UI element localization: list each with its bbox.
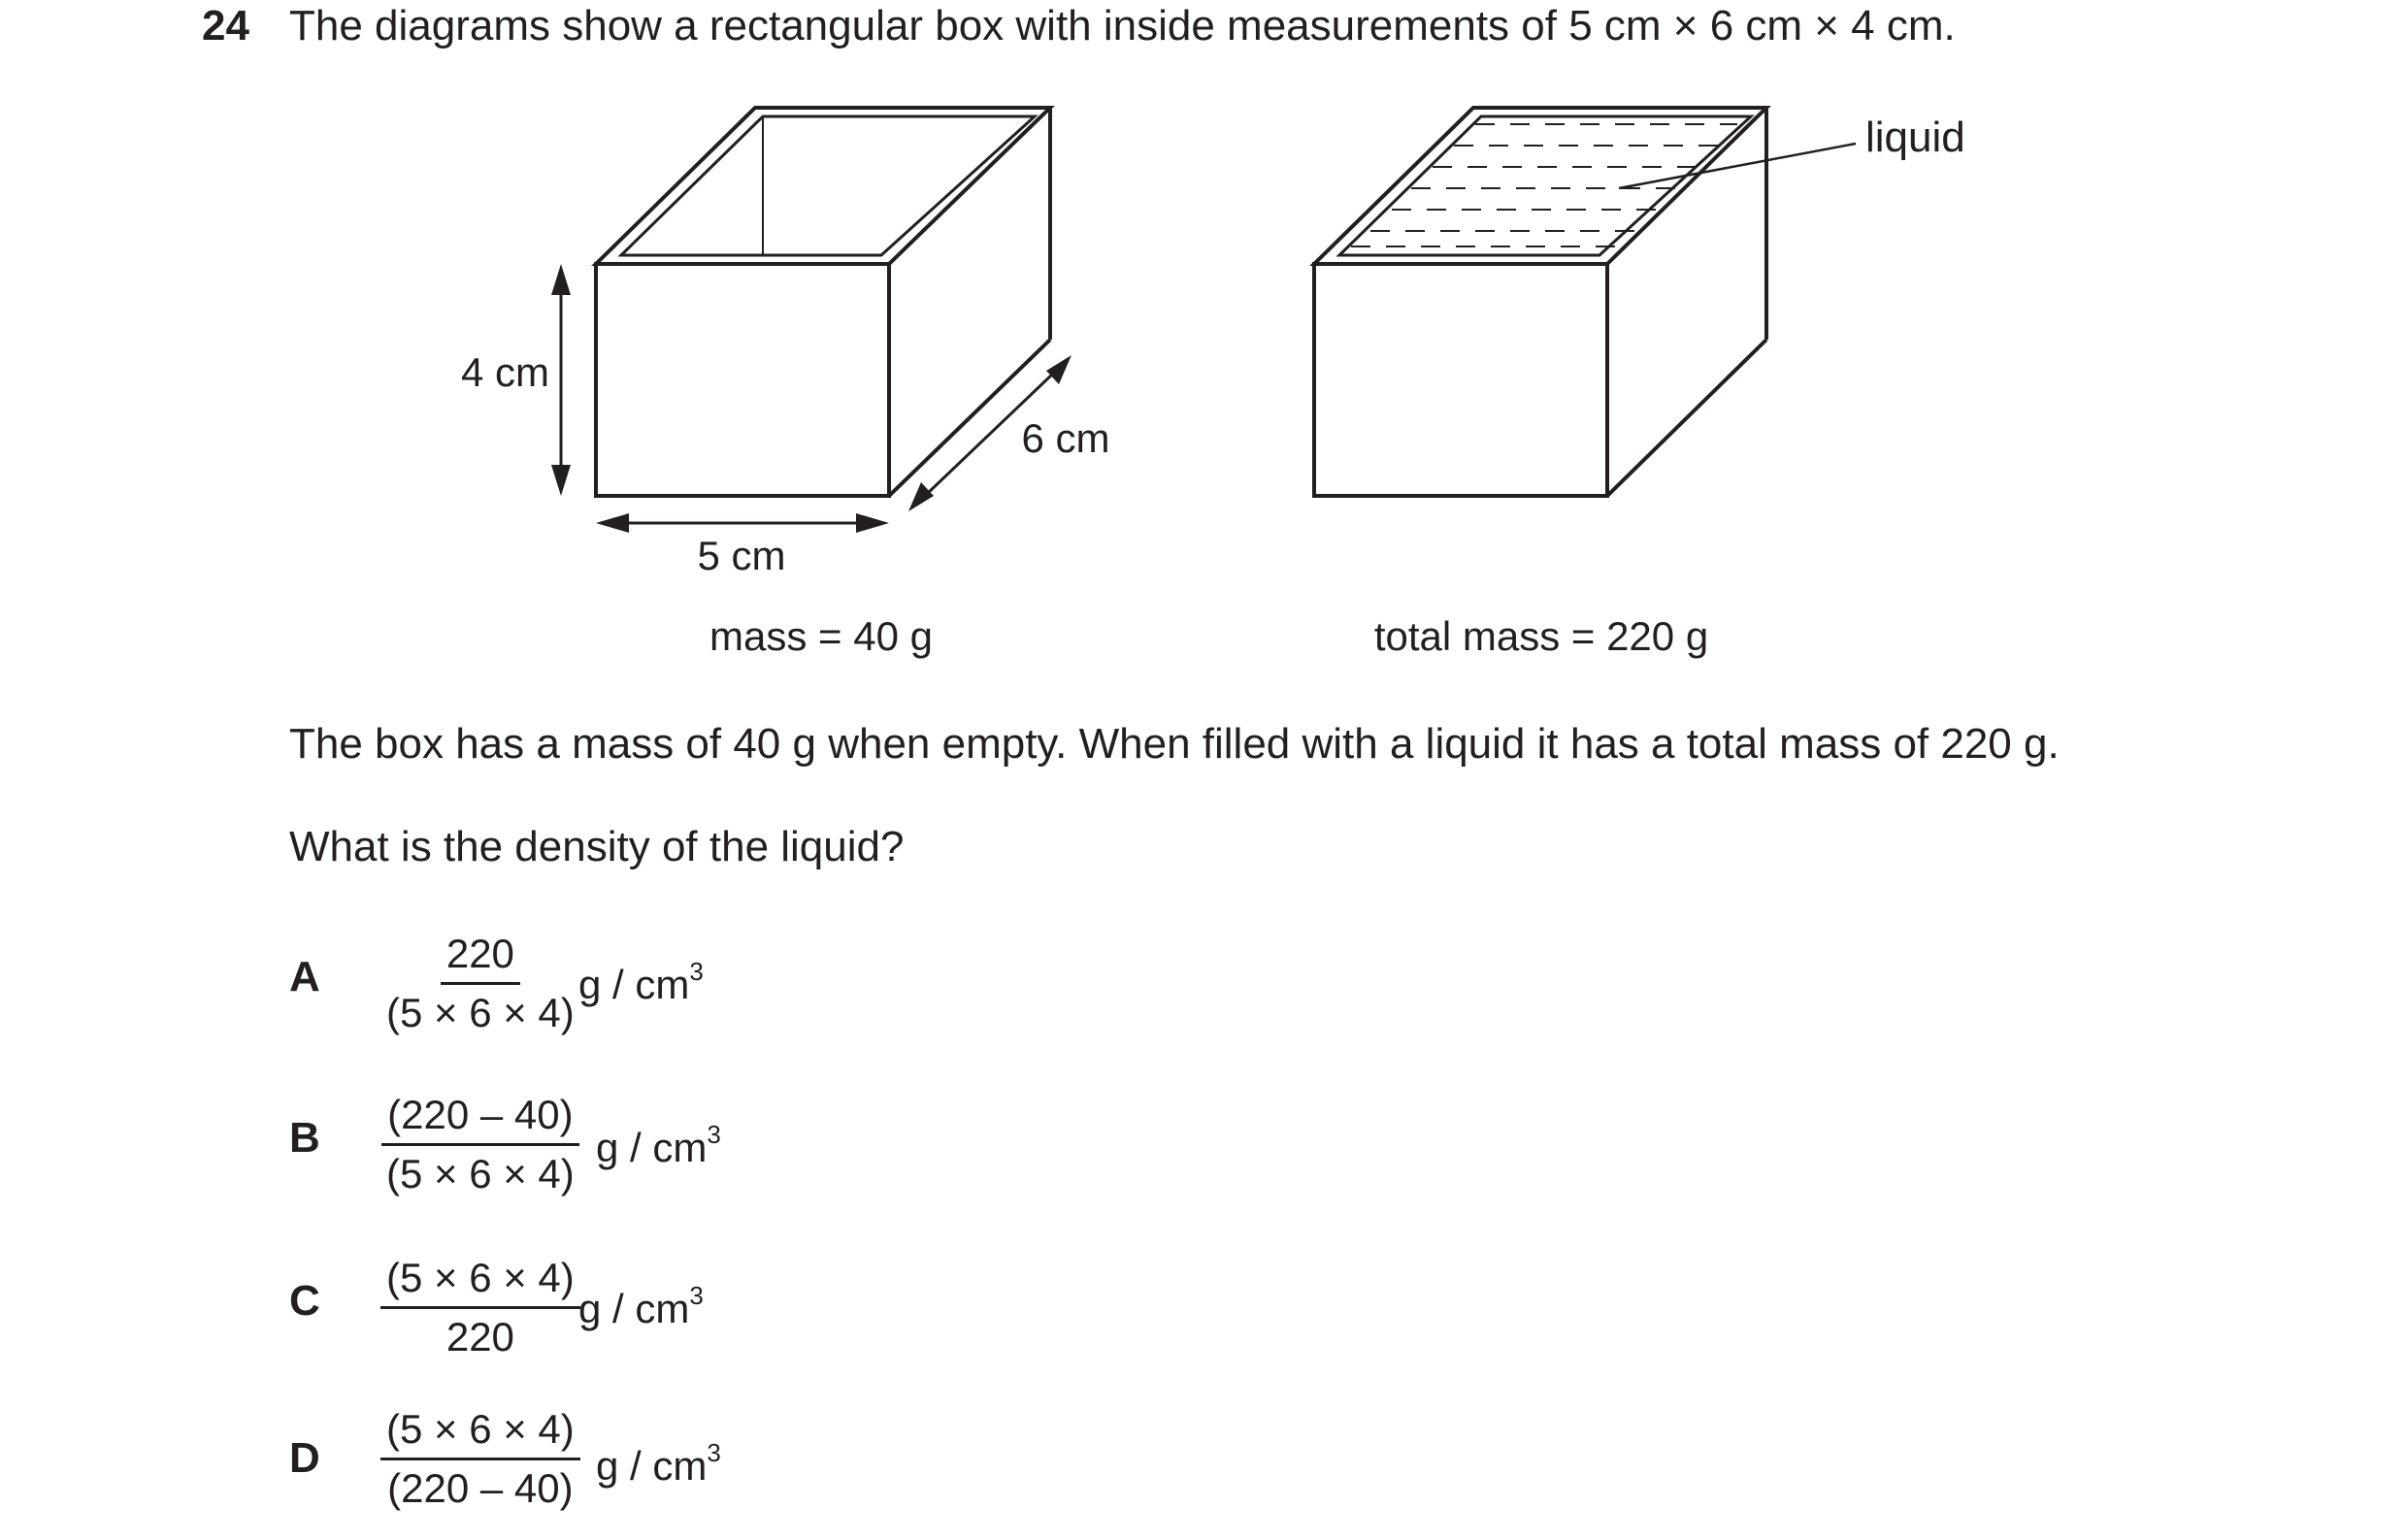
depth-label: 6 cm [1021, 415, 1110, 461]
fraction-numerator: 220 [441, 930, 520, 985]
height-dimension-arrow [551, 264, 571, 496]
fraction-numerator: (220 – 40) [381, 1091, 578, 1146]
fraction-denominator: (220 – 40) [387, 1465, 574, 1511]
box-diagrams [0, 0, 2407, 699]
question-number: 24 [202, 2, 249, 49]
question-context: The box has a mass of 40 g when empty. When filled with a liquid it has a total mass of 220 g. [289, 720, 2060, 768]
option-unit: g / $cm^3$ [578, 957, 704, 1007]
fraction-numerator: (5 × 6 × 4) [380, 1405, 580, 1460]
empty-mass-label: mass = 40 g [709, 613, 933, 659]
fraction-denominator: 220 [445, 1314, 514, 1360]
width-label: 5 cm [697, 533, 786, 578]
width-dimension-arrow [596, 513, 889, 533]
empty-box-figure [596, 108, 1050, 496]
question-prompt: What is the density of the liquid? [289, 823, 905, 870]
fraction-denominator: (5 × 6 × 4) [386, 990, 575, 1035]
fraction-numerator: (5 × 6 × 4) [380, 1254, 580, 1309]
option-fraction [380, 930, 580, 1037]
option-fraction [380, 1405, 580, 1513]
option-fraction [380, 1254, 580, 1361]
option-letter: D [289, 1434, 320, 1482]
option-unit: g / $cm^3$ [596, 1120, 721, 1170]
liquid-label: liquid [1865, 114, 1965, 161]
option-letter: B [289, 1114, 320, 1162]
fraction-denominator: (5 × 6 × 4) [386, 1151, 575, 1196]
option-unit: g / $cm^3$ [578, 1281, 704, 1331]
option-letter: A [289, 953, 320, 1000]
option-fraction [380, 1091, 580, 1198]
total-mass-label: total mass = 220 g [1373, 613, 1709, 659]
option-letter: C [289, 1277, 320, 1325]
question-stem: The diagrams show a rectangular box with inside measurements of 5 cm × 6 cm × 4 cm. [289, 2, 1956, 49]
option-unit: g / $cm^3$ [596, 1438, 721, 1489]
height-label: 4 cm [460, 349, 549, 395]
